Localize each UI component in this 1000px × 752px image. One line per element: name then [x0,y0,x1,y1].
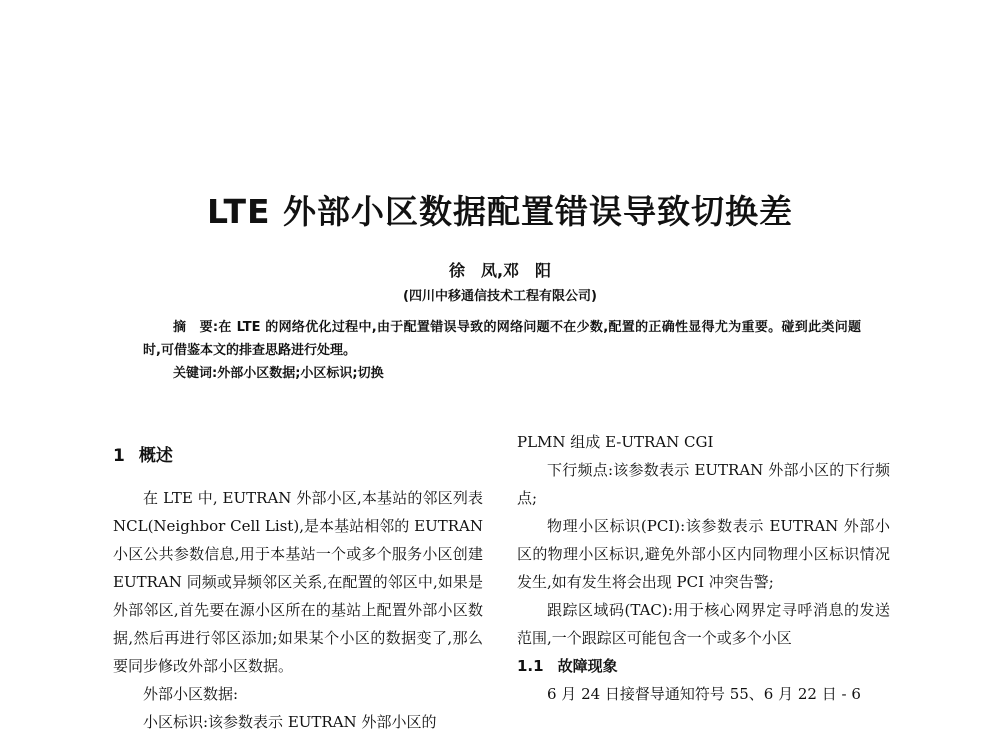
subsection-number: 1.1 [517,657,544,675]
cell-id-paragraph: 小区标识:该参数表示 EUTRAN 外部小区的 [143,713,437,731]
section-heading [113,442,483,470]
abstract-text: 在 LTE 的网络优化过程中,由于配置错误导致的网络问题不在少数,配置的正确性显得尤为重要。碰到此类问题时,可借鉴本文的排查思路进行处理。 [143,320,861,358]
plmn-line: PLMN 组成 E-UTRAN CGI [517,433,714,451]
tac-paragraph: 跟踪区域码(TAC):用于核心网界定寻呼消息的发送范围,一个跟踪区可能包含一个或多个小区 [517,601,890,647]
abstract-block [143,316,861,385]
affiliation: (四川中移通信技术工程有限公司) [403,289,597,304]
keywords-text: 外部小区数据;小区标识;切换 [217,366,384,381]
overview-paragraph: 在 LTE 中, EUTRAN 外部小区,本基站的邻区列表 NCL(Neighbor Cell List),是本基站相邻的 EUTRAN 小区公共参数信息,用于本基站一个或多个服务小区创建 EUTRAN 同频或异频邻区关系,在配置的邻区中,如果是外部邻区,首先要在源小区所在的基站上配置外部小区数据,然后再进行邻区添加;如果某个小区的数据变了,那么要同步修改外部小区数据。 [113,489,483,675]
right-column [517,428,890,708]
paper-title: LTE 外部小区数据配置错误导致切换差 [206,192,794,231]
subsection-title: 故障现象 [557,657,618,675]
dl-frequency-paragraph: 下行频点:该参数表示 EUTRAN 外部小区的下行频点; [517,461,890,507]
abstract [143,316,861,362]
section-number: 1 [113,446,125,466]
pci-paragraph: 物理小区标识(PCI):该参数表示 EUTRAN 外部小区的物理小区标识,避免外部小区内同物理小区标识情况发生,如有发生将会出现 PCI 冲突告警; [517,517,890,591]
abstract-label: 摘 要: [173,320,219,335]
fault-paragraph: 6 月 24 日接督导通知符号 55、6 月 22 日 - 6 [547,685,861,703]
section-title: 概述 [138,446,173,466]
authors: 徐 凤,邓 阳 [448,261,552,280]
subsection-heading [517,652,890,680]
keywords-label: 关键词: [173,366,218,381]
keywords [143,362,861,385]
external-cell-data-heading: 外部小区数据: [143,685,239,703]
left-column [113,442,483,736]
